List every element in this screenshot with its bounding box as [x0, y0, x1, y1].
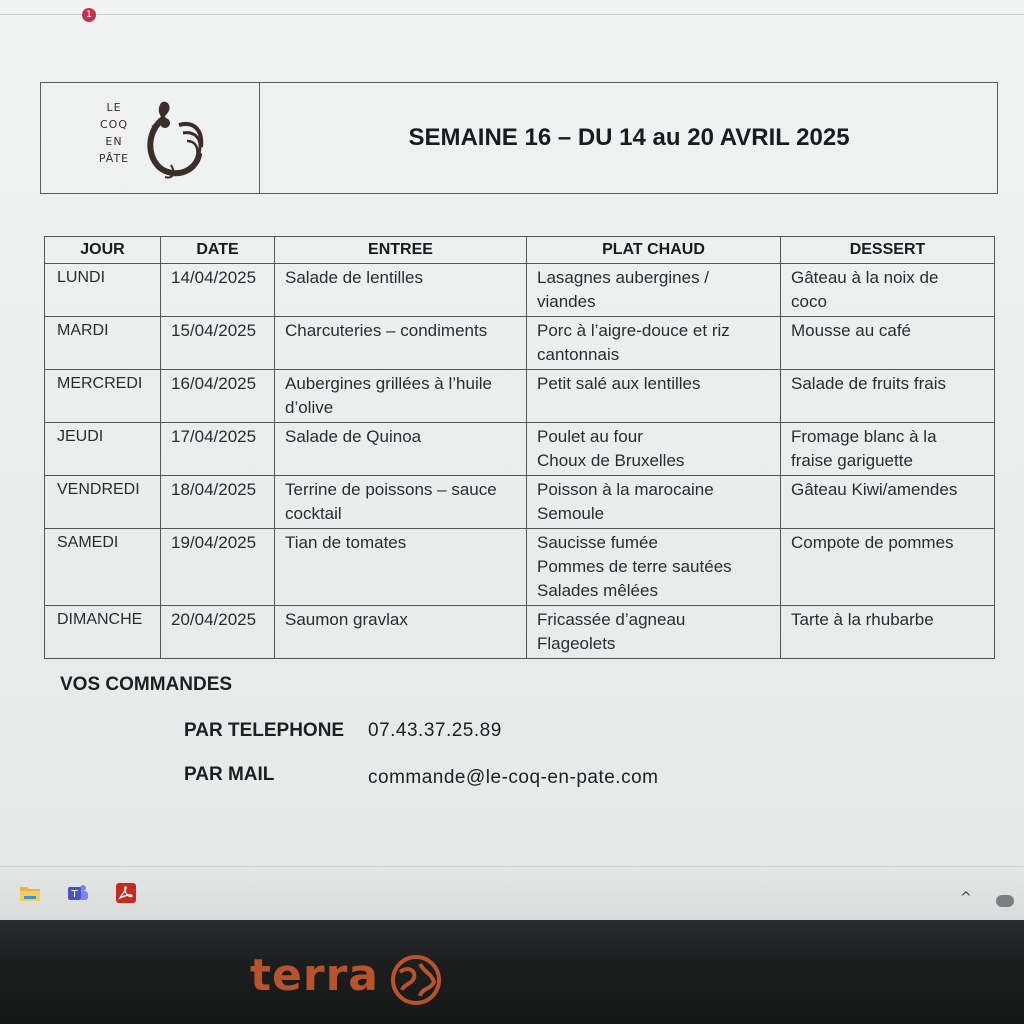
cell-line: Poulet au four — [537, 427, 643, 446]
cell-line: Poisson à la marocaine — [537, 480, 714, 499]
cell-plat — [527, 423, 781, 476]
cell-line: Tarte à la rhubarbe — [791, 610, 934, 629]
pdf-reader-icon[interactable] — [114, 881, 138, 905]
logo-cell — [41, 83, 260, 193]
cell-line: Pommes de terre sautées — [537, 557, 732, 576]
monitor-bezel — [0, 920, 1024, 1024]
file-explorer-icon[interactable] — [18, 881, 42, 905]
cell-dessert — [781, 529, 995, 606]
column-header-entree: ENTREE — [275, 237, 527, 264]
cell-line: cocktail — [285, 504, 342, 523]
cell-entree — [275, 423, 527, 476]
cell-dessert — [781, 423, 995, 476]
mail-label: PAR MAIL — [184, 764, 275, 785]
cell-dessert — [781, 264, 995, 317]
table-row — [45, 529, 995, 606]
cell-line: Saumon gravlax — [285, 610, 408, 629]
table-row — [45, 606, 995, 659]
cell-plat — [527, 606, 781, 659]
screen-top-edge — [0, 14, 1024, 15]
cell-line: Choux de Bruxelles — [537, 451, 685, 470]
cell-date: 14/04/2025 — [161, 264, 275, 317]
cell-line: coco — [791, 292, 827, 311]
cell-line: Flageolets — [537, 634, 616, 653]
phone-label: PAR TELEPHONE — [184, 720, 345, 741]
onedrive-cloud-icon[interactable] — [996, 895, 1014, 907]
cell-line: Mousse au café — [791, 321, 912, 340]
logo-line: EN — [105, 135, 123, 148]
cell-date: 18/04/2025 — [161, 476, 275, 529]
table-row — [45, 370, 995, 423]
column-header-jour: JOUR — [45, 237, 161, 264]
cell-line: d’olive — [285, 398, 334, 417]
cell-plat — [527, 476, 781, 529]
weekly-menu-table — [44, 236, 995, 659]
column-header-date: DATE — [161, 237, 275, 264]
cell-plat — [527, 317, 781, 370]
globe-icon — [390, 954, 442, 1006]
svg-text:T: T — [71, 889, 78, 900]
cell-line: Compote de pommes — [791, 533, 954, 552]
cell-entree — [275, 476, 527, 529]
cell-plat — [527, 529, 781, 606]
cell-entree — [275, 370, 527, 423]
cell-jour: VENDREDI — [45, 476, 161, 529]
column-header-dessert: DESSERT — [781, 237, 995, 264]
cell-line: viandes — [537, 292, 596, 311]
taskbar — [0, 866, 1024, 921]
cell-jour: JEUDI — [45, 423, 161, 476]
cell-line: Fromage blanc à la — [791, 427, 937, 446]
cell-line: Salade de Quinoa — [285, 427, 422, 446]
table-row — [45, 476, 995, 529]
cell-plat — [527, 370, 781, 423]
cell-plat — [527, 264, 781, 317]
cell-dessert — [781, 476, 995, 529]
cell-line: Saucisse fumée — [537, 533, 658, 552]
document-header — [40, 82, 998, 194]
logo-text — [91, 99, 137, 167]
cell-line: Semoule — [537, 504, 605, 523]
cell-line: Porc à l’aigre-douce et riz — [537, 321, 730, 340]
cell-jour: MERCREDI — [45, 370, 161, 423]
cell-line: Gâteau Kiwi/amendes — [791, 480, 958, 499]
cell-dessert — [781, 317, 995, 370]
cell-line: Fricassée d’agneau — [537, 610, 686, 629]
cell-date: 16/04/2025 — [161, 370, 275, 423]
cell-entree — [275, 264, 527, 317]
table-header-row — [45, 237, 995, 264]
table-row — [45, 317, 995, 370]
cell-dessert — [781, 606, 995, 659]
phone-number[interactable]: 07.43.37.25.89 — [368, 720, 502, 741]
tray-chevron-up-icon[interactable]: ^ — [960, 890, 972, 906]
brand-logo: terra — [250, 950, 379, 1001]
cell-line: cantonnais — [537, 345, 620, 364]
cell-date: 17/04/2025 — [161, 423, 275, 476]
table-row — [45, 264, 995, 317]
cell-line: Gâteau à la noix de — [791, 268, 939, 287]
cell-jour: MARDI — [45, 317, 161, 370]
cell-entree — [275, 606, 527, 659]
cell-jour: SAMEDI — [45, 529, 161, 606]
notification-badge: 1 — [82, 8, 96, 22]
cell-entree — [275, 529, 527, 606]
rooster-logo-icon — [141, 95, 211, 181]
table-row — [45, 423, 995, 476]
cell-line: Terrine de poissons – sauce — [285, 480, 497, 499]
cell-jour: DIMANCHE — [45, 606, 161, 659]
logo-line: COQ — [100, 118, 128, 131]
cell-line: Salade de lentilles — [285, 268, 423, 287]
cell-line: Salade de fruits frais — [791, 374, 946, 393]
cell-line: Charcuteries – condiments — [285, 321, 488, 340]
cell-jour: LUNDI — [45, 264, 161, 317]
cell-date: 15/04/2025 — [161, 317, 275, 370]
logo-line: LE — [106, 101, 122, 114]
cell-dessert — [781, 370, 995, 423]
cell-line: Lasagnes aubergines / — [537, 268, 710, 287]
logo-line: PÂTE — [98, 152, 130, 165]
page-title: SEMAINE 16 – DU 14 au 20 AVRIL 2025 — [408, 124, 850, 151]
cell-line: fraise gariguette — [791, 451, 913, 470]
teams-icon[interactable] — [66, 881, 90, 905]
cell-entree — [275, 317, 527, 370]
cell-date: 20/04/2025 — [161, 606, 275, 659]
column-header-plat-chaud: PLAT CHAUD — [527, 237, 781, 264]
orders-title: VOS COMMANDES — [60, 674, 233, 695]
cell-line: Petit salé aux lentilles — [537, 374, 701, 393]
cell-line: Tian de tomates — [285, 533, 407, 552]
cell-line: Salades mêlées — [537, 581, 658, 600]
cell-date: 19/04/2025 — [161, 529, 275, 606]
cell-line: Aubergines grillées à l’huile — [285, 374, 492, 393]
mail-address[interactable]: commande@le-coq-en-pate.com — [368, 767, 659, 788]
